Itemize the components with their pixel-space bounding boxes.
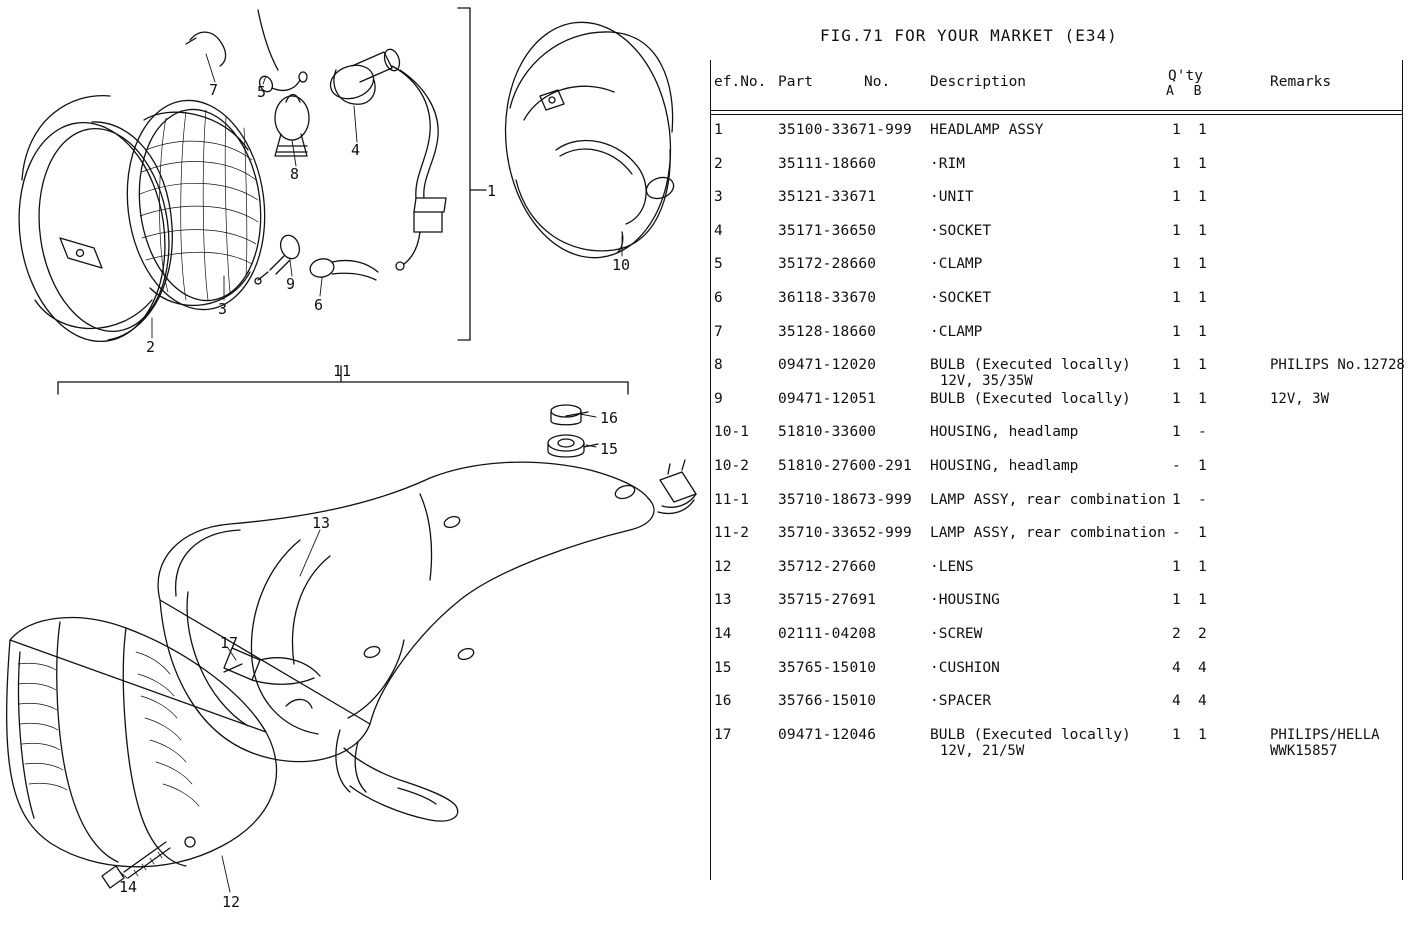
column-header-remarks: Remarks xyxy=(1270,74,1332,90)
column-header-qty-ab: A B xyxy=(1166,84,1208,99)
callout-17: 17 xyxy=(220,634,239,652)
cell-qty-b: 1 xyxy=(1198,222,1207,239)
column-header-ref: ef.No. xyxy=(714,74,767,90)
cell-ref-no: 9 xyxy=(714,390,723,407)
figure-title: FIG.71 FOR YOUR MARKET (E34) xyxy=(820,26,1118,45)
cell-part-no: 35710-18673-999 xyxy=(778,491,912,508)
callout-15: 15 xyxy=(600,440,619,458)
parts-row-list xyxy=(700,114,1410,759)
cell-qty-b: 1 xyxy=(1198,122,1207,138)
callout-7: 7 xyxy=(209,81,219,99)
cell-qty-b: - xyxy=(1198,491,1207,508)
callout-2: 2 xyxy=(146,338,156,356)
table-row xyxy=(700,316,1410,350)
cell-qty-b: 1 xyxy=(1198,155,1207,172)
callout-13: 13 xyxy=(312,514,331,532)
part-rear-housing-13 xyxy=(158,462,654,761)
callout-8: 8 xyxy=(290,165,300,183)
callout-labels xyxy=(119,81,630,911)
cell-description: ·SPACER xyxy=(930,693,992,710)
cell-ref-no: 6 xyxy=(714,289,723,306)
cell-ref-no: 3 xyxy=(714,189,723,206)
cell-part-no: 51810-27600-291 xyxy=(778,457,912,474)
cell-remarks: PHILIPS No.12728 xyxy=(1270,357,1405,374)
part-socket-4 xyxy=(326,47,402,104)
cell-qty-a: 1 xyxy=(1172,289,1181,306)
cell-description-sub: 12V, 35/35W xyxy=(940,373,1033,390)
part-wire-harness xyxy=(392,66,446,270)
cell-part-no: 09471-12020 xyxy=(778,357,877,374)
cell-qty-b: 1 xyxy=(1198,189,1207,206)
cell-part-no: 09471-12051 xyxy=(778,390,877,407)
bracket-item-1 xyxy=(458,8,486,340)
part-housing-10 xyxy=(494,14,682,266)
cell-qty-a: 1 xyxy=(1172,222,1181,239)
cell-ref-no: 8 xyxy=(714,357,723,374)
cell-qty-a: 1 xyxy=(1172,357,1181,374)
cell-description: ·HOUSING xyxy=(930,592,1000,609)
table-row xyxy=(700,215,1410,249)
cell-ref-no: 7 xyxy=(714,323,723,340)
cell-ref-no: 4 xyxy=(714,222,723,239)
exploded-view-illustration xyxy=(0,0,700,940)
cell-part-no: 09471-12046 xyxy=(778,726,877,743)
cell-qty-a: 1 xyxy=(1172,256,1181,273)
column-header-no: No. xyxy=(864,74,891,90)
cell-qty-a: 1 xyxy=(1172,323,1181,340)
cell-description: BULB (Executed locally) xyxy=(930,357,1131,374)
table-row xyxy=(700,584,1410,618)
cell-description: BULB (Executed locally) xyxy=(930,390,1131,407)
cell-description: BULB (Executed locally) xyxy=(930,726,1131,743)
cell-qty-b: 1 xyxy=(1198,256,1207,273)
cell-remarks-sub: WWK15857 xyxy=(1270,742,1338,759)
cell-qty-a: 2 xyxy=(1172,625,1181,642)
cell-description-sub: 12V, 21/5W xyxy=(940,742,1025,759)
cell-qty-a: 1 xyxy=(1172,189,1181,206)
cell-ref-no: 1 xyxy=(714,122,723,138)
cell-description: ·SCREW xyxy=(930,625,983,642)
cell-part-no: 02111-04208 xyxy=(778,625,877,642)
part-lens-12 xyxy=(7,618,277,867)
cell-description: ·CLAMP xyxy=(930,256,983,273)
cell-ref-no: 17 xyxy=(714,726,732,743)
cell-ref-no: 2 xyxy=(714,155,723,172)
cell-part-no: 35765-15010 xyxy=(778,659,877,676)
callout-10: 10 xyxy=(612,256,631,274)
cell-remarks: 12V, 3W xyxy=(1270,390,1330,407)
cell-ref-no: 12 xyxy=(714,558,732,575)
cell-part-no: 36118-33670 xyxy=(778,289,877,306)
callout-16: 16 xyxy=(600,409,619,427)
callout-5: 5 xyxy=(257,83,267,101)
cell-qty-b: 1 xyxy=(1198,525,1207,542)
cell-ref-no: 16 xyxy=(714,693,732,710)
cell-qty-a: 4 xyxy=(1172,659,1181,676)
table-row xyxy=(700,181,1410,215)
header-rule-upper xyxy=(710,110,1402,111)
cell-qty-a: 1 xyxy=(1172,390,1181,407)
cell-qty-a: 1 xyxy=(1172,558,1181,575)
cell-qty-a: - xyxy=(1172,525,1181,542)
cell-qty-b: 1 xyxy=(1198,558,1207,575)
part-clamp-7 xyxy=(186,32,226,66)
cell-part-no: 51810-33600 xyxy=(778,424,877,441)
table-row xyxy=(700,349,1410,390)
cell-qty-b: 1 xyxy=(1198,726,1207,743)
cell-qty-b: 1 xyxy=(1198,457,1207,474)
illustration-svg xyxy=(0,0,700,940)
cell-description: ·LENS xyxy=(930,558,974,575)
part-socket-6 xyxy=(308,257,378,280)
cell-qty-a: 1 xyxy=(1172,424,1181,441)
cell-qty-b: 4 xyxy=(1198,693,1207,710)
parts-table-panel xyxy=(700,0,1410,940)
cell-part-no: 35128-18660 xyxy=(778,323,877,340)
column-header-qty: Q'ty xyxy=(1168,68,1203,84)
table-row xyxy=(700,484,1410,518)
callout-12: 12 xyxy=(222,893,241,911)
cell-part-no: 35712-27660 xyxy=(778,558,877,575)
cell-part-no: 35171-36650 xyxy=(778,222,877,239)
cell-qty-a: 1 xyxy=(1172,122,1181,138)
cell-qty-b: 1 xyxy=(1198,390,1207,407)
cell-description: ·RIM xyxy=(930,155,965,172)
cell-description: ·CLAMP xyxy=(930,323,983,340)
table-row xyxy=(700,652,1410,686)
cell-ref-no: 10-1 xyxy=(714,424,749,441)
table-row xyxy=(700,618,1410,652)
cell-description: ·UNIT xyxy=(930,189,974,206)
cell-ref-no: 10-2 xyxy=(714,457,749,474)
cell-part-no: 35121-33671 xyxy=(778,189,877,206)
leader-lines xyxy=(120,54,622,892)
cell-ref-no: 11-2 xyxy=(714,525,749,542)
part-mount-bracket xyxy=(336,730,458,821)
cell-qty-a: 1 xyxy=(1172,726,1181,743)
cell-remarks: PHILIPS/HELLA xyxy=(1270,726,1380,743)
cell-description: LAMP ASSY, rear combination xyxy=(930,525,1166,542)
cell-description: ·SOCKET xyxy=(930,289,992,306)
table-row xyxy=(700,416,1410,450)
part-clamp-5 xyxy=(257,10,307,94)
callout-6: 6 xyxy=(314,296,324,314)
cell-description: LAMP ASSY, rear combination xyxy=(930,491,1166,508)
callout-4: 4 xyxy=(351,141,361,159)
cell-description: HEADLAMP ASSY xyxy=(930,122,1044,138)
table-row xyxy=(700,450,1410,484)
cell-part-no: 35111-18660 xyxy=(778,155,877,172)
cell-qty-b: 2 xyxy=(1198,625,1207,642)
cell-description: HOUSING, headlamp xyxy=(930,424,1079,441)
table-row xyxy=(700,383,1410,417)
part-lens-unit xyxy=(116,92,277,317)
callout-1: 1 xyxy=(487,182,497,200)
column-header-part: Part xyxy=(778,74,813,90)
cell-qty-a: - xyxy=(1172,457,1181,474)
cell-ref-no: 5 xyxy=(714,256,723,273)
callout-11: 11 xyxy=(333,362,352,380)
cell-ref-no: 14 xyxy=(714,625,732,642)
cell-description: HOUSING, headlamp xyxy=(930,457,1079,474)
cell-qty-a: 4 xyxy=(1172,693,1181,710)
callout-14: 14 xyxy=(119,878,138,896)
table-row xyxy=(700,685,1410,719)
cell-part-no: 35766-15010 xyxy=(778,693,877,710)
table-row xyxy=(700,551,1410,585)
part-bulb-8 xyxy=(275,95,309,157)
cell-qty-a: 1 xyxy=(1172,491,1181,508)
cell-description: ·SOCKET xyxy=(930,222,992,239)
callout-3: 3 xyxy=(218,300,228,318)
cell-part-no: 35172-28660 xyxy=(778,256,877,273)
column-header-description: Description xyxy=(930,74,1027,90)
table-row xyxy=(700,719,1410,759)
cell-ref-no: 11-1 xyxy=(714,491,749,508)
cell-part-no: 35715-27691 xyxy=(778,592,877,609)
cell-qty-b: 1 xyxy=(1198,357,1207,374)
table-header xyxy=(700,68,1410,102)
cell-qty-a: 1 xyxy=(1172,592,1181,609)
table-row xyxy=(700,114,1410,148)
part-connector-plug xyxy=(658,460,696,514)
table-row xyxy=(700,282,1410,316)
cell-qty-b: 4 xyxy=(1198,659,1207,676)
cell-ref-no: 13 xyxy=(714,592,732,609)
table-row xyxy=(700,248,1410,282)
cell-qty-b: 1 xyxy=(1198,592,1207,609)
cell-qty-b: - xyxy=(1198,424,1207,441)
cell-part-no: 35710-33652-999 xyxy=(778,525,912,542)
cell-qty-a: 1 xyxy=(1172,155,1181,172)
callout-9: 9 xyxy=(286,275,296,293)
table-row xyxy=(700,517,1410,551)
cell-qty-b: 1 xyxy=(1198,323,1207,340)
cell-qty-b: 1 xyxy=(1198,289,1207,306)
cell-part-no: 35100-33671-999 xyxy=(778,122,912,138)
cell-ref-no: 15 xyxy=(714,659,732,676)
table-row xyxy=(700,148,1410,182)
cell-description: ·CUSHION xyxy=(930,659,1000,676)
part-bulb-9 xyxy=(255,233,303,284)
